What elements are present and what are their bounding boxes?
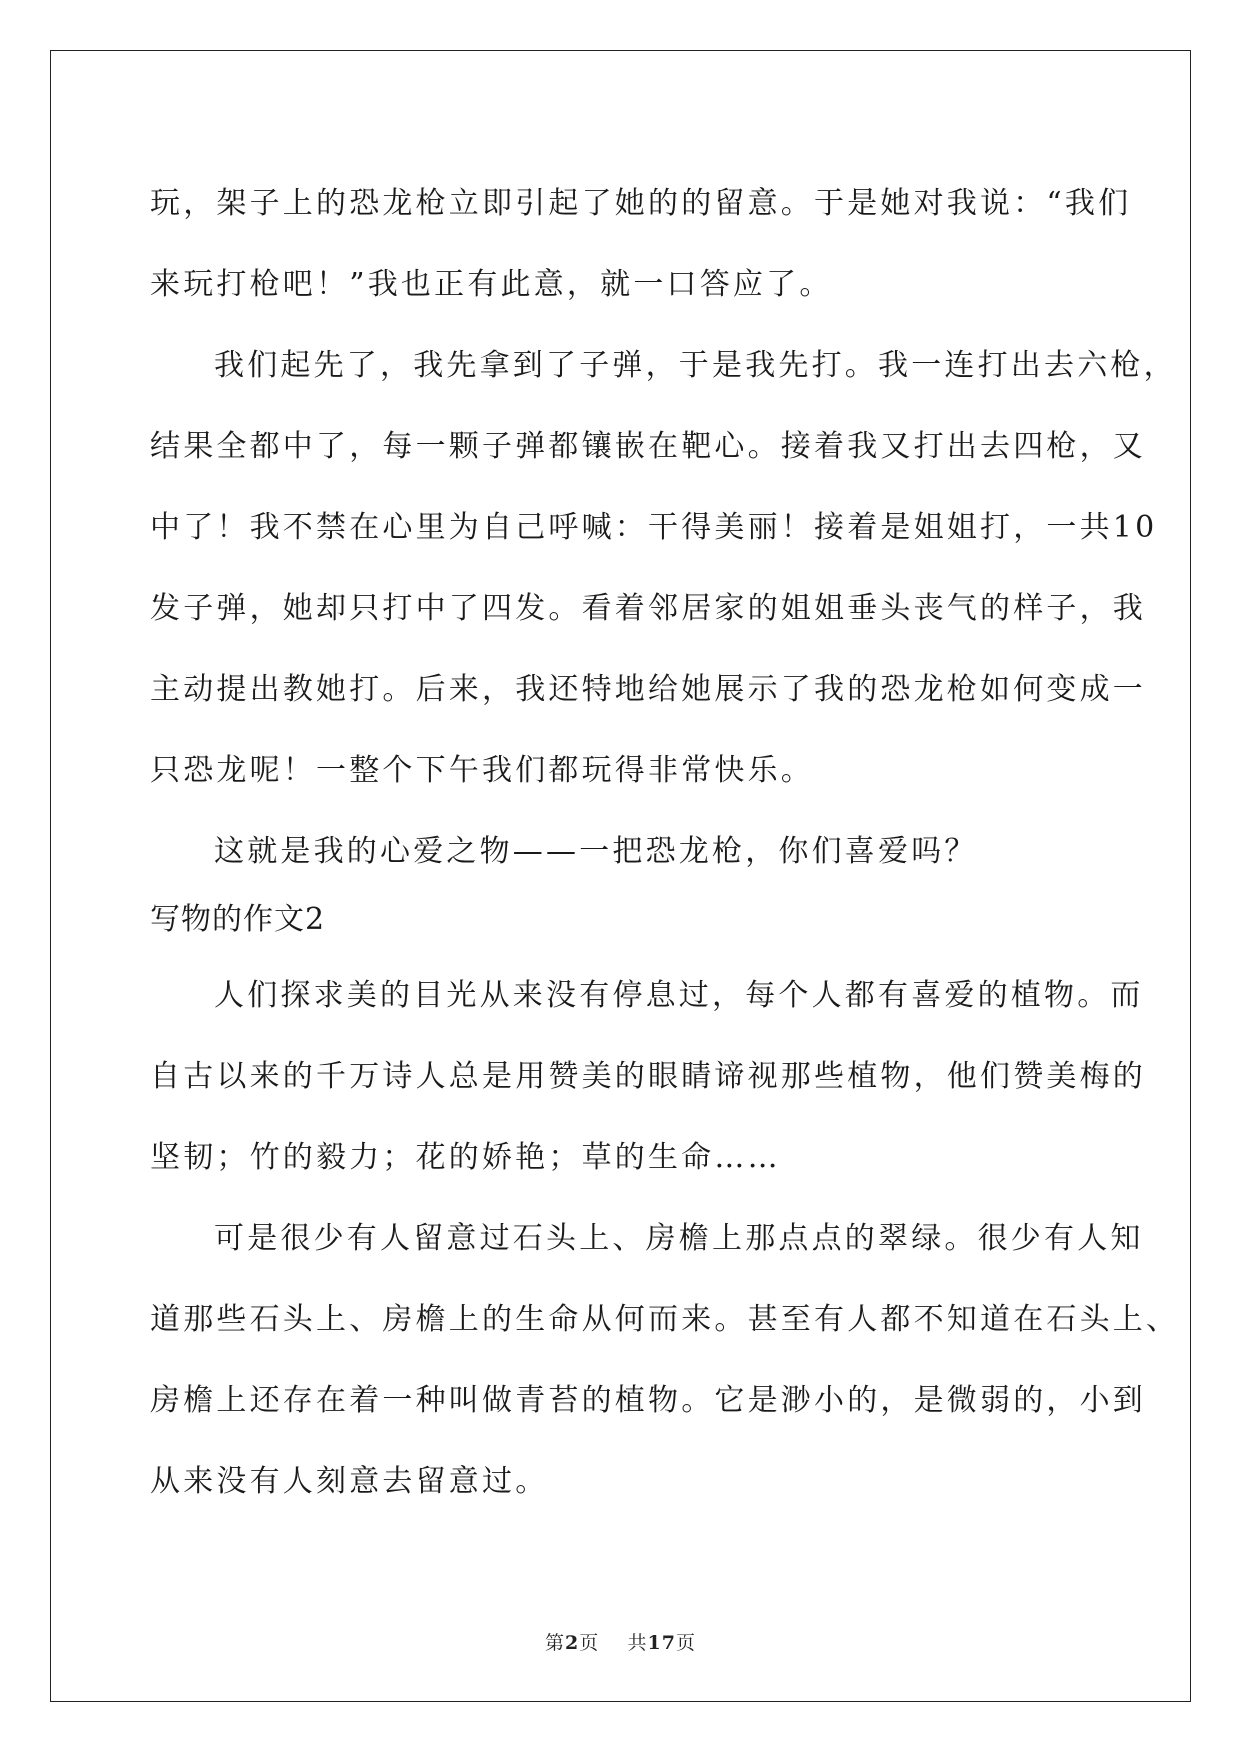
text-line: 来玩打枪吧！”我也正有此意，就一口答应了。	[150, 267, 833, 302]
text-line: 发子弹，她却只打中了四发。看着邻居家的姐姐垂头丧气的样子，我	[150, 591, 1146, 626]
footer-page-suffix: 页	[579, 1632, 600, 1654]
text-line: 中了！我不禁在心里为自己呼喊：干得美丽！接着是姐姐打，一共10	[150, 510, 1158, 545]
text-line: 坚韧；竹的毅力；花的娇艳；草的生命……	[150, 1140, 781, 1175]
text-line: 玩，架子上的恐龙枪立即引起了她的的留意。于是她对我说：“我们	[150, 186, 1132, 221]
text-line: 道那些石头上、房檐上的生命从何而来。甚至有人都不知道在石头上、	[150, 1302, 1180, 1337]
page-footer	[0, 1628, 1241, 1655]
text-line: 从来没有人刻意去留意过。	[150, 1464, 549, 1499]
text-line: 结果全都中了，每一颗子弹都镶嵌在靶心。接着我又打出去四枪，又	[150, 429, 1146, 464]
paragraph-start-line: 可是很少有人留意过石头上、房檐上那点点的翠绿。很少有人知	[214, 1221, 1144, 1256]
document-body	[150, 163, 1180, 1522]
text-line: 自古以来的千万诗人总是用赞美的眼睛谛视那些植物，他们赞美梅的	[150, 1059, 1146, 1094]
text-line: 主动提出教她打。后来，我还特地给她展示了我的恐龙枪如何变成一	[150, 672, 1146, 707]
footer-total-prefix: 共	[627, 1632, 648, 1654]
paragraph-start-line: 这就是我的心爱之物——一把恐龙枪，你们喜爱吗？	[214, 834, 978, 869]
section-heading: 写物的作文2	[150, 902, 326, 937]
footer-prefix: 第	[545, 1632, 566, 1654]
paragraph-start-line: 人们探求美的目光从来没有停息过，每个人都有喜爱的植物。而	[214, 978, 1144, 1013]
total-page-count: 17	[647, 1632, 676, 1654]
footer-total-suffix: 页	[675, 1632, 696, 1654]
paragraph-start-line: 我们起先了，我先拿到了子弹，于是我先打。我一连打出去六枪，	[214, 348, 1177, 383]
text-line: 房檐上还存在着一种叫做青苔的植物。它是渺小的，是微弱的，小到	[150, 1383, 1146, 1418]
current-page-number: 2	[565, 1632, 580, 1654]
text-line: 只恐龙呢！一整个下午我们都玩得非常快乐。	[150, 753, 814, 788]
